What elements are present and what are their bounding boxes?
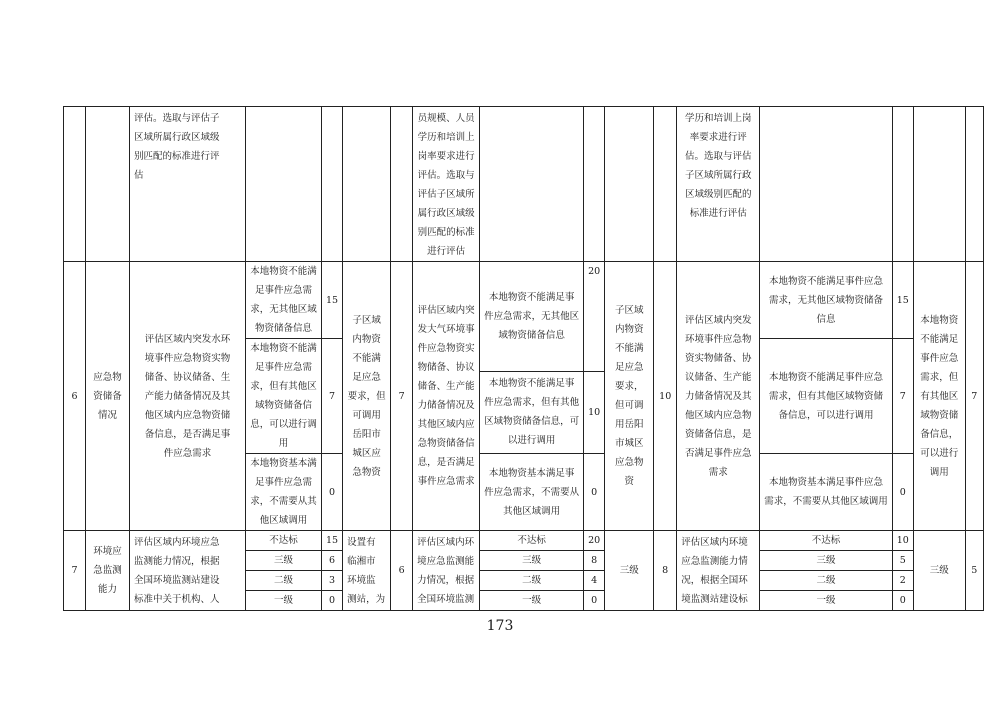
- option-score: 15: [322, 262, 343, 339]
- option-cell: 本地物资不能满足事件应急 需求，无其他区域物资储备 信息: [760, 262, 893, 339]
- cell-empty: [64, 107, 86, 262]
- level-cell: 三级: [480, 551, 584, 571]
- option-cell: 本地物资基本满足事 件应急需求，不需要从 其他区域调用: [480, 454, 584, 531]
- cell-empty: [605, 107, 654, 262]
- level-score: 8: [584, 551, 605, 571]
- result-score: 5: [965, 531, 983, 611]
- level-score: 0: [322, 591, 343, 611]
- indicator-name: 应急物 资储备 情况: [86, 262, 130, 531]
- method-desc-cell: 学历和培训上岗 率要求进行评 估。选取与评估 子区域所属行政 区域级别匹配的 标准进行评估: [677, 107, 760, 262]
- option-score: 0: [892, 454, 913, 531]
- option-score: 7: [322, 339, 343, 454]
- option-cell: 本地物资不能满足事 件应急需求，但有其他 区域物资储备信息，可 以进行调用: [480, 371, 584, 453]
- cell-empty: [913, 107, 965, 262]
- option-score: 20: [584, 262, 605, 372]
- option-cell: 本地物资基本满 足事件应急需 求，不需要从其 他区域调用: [246, 454, 322, 531]
- result-cell: 子区域 内物资 不能满 足应急 要求，但 可调用 岳阳市 城区应 急物资: [343, 262, 391, 531]
- option-score: 0: [584, 454, 605, 531]
- result-score: 10: [654, 262, 677, 531]
- method-desc-cell: 评估区域内突发 环境事件应急物 资实物储备、协 议储备、生产能 力储备情况及其 他区域内应急物 资储备信息，是 否满足事件应急 需求: [677, 262, 760, 531]
- level-cell: 一级: [480, 591, 584, 611]
- level-cell: 不达标: [246, 531, 322, 551]
- method-desc-cell: 评估。选取与评估子 区域所属行政区域级 别匹配的标准进行评 估: [130, 107, 246, 262]
- level-cell: 二级: [760, 571, 893, 591]
- indicator-name: 环境应 急监测 能力: [86, 531, 130, 611]
- cell-empty: [480, 107, 584, 262]
- cell-empty: [760, 107, 893, 262]
- level-cell: 一级: [246, 591, 322, 611]
- cell-empty: [322, 107, 343, 262]
- cell-empty: [584, 107, 605, 262]
- option-cell: 本地物资不能满 足事件应急需 求，无其他区域 物资储备信息: [246, 262, 322, 339]
- result-score: 8: [654, 531, 677, 611]
- level-score: 0: [892, 591, 913, 611]
- level-score: 3: [322, 571, 343, 591]
- method-desc-cell: 员规模、人员 学历和培训上 岗率要求进行 评估。选取与 评估子区域所 属行政区域级 别匹配的标准 进行评估: [413, 107, 480, 262]
- cell-empty: [892, 107, 913, 262]
- option-score: 10: [584, 371, 605, 453]
- option-cell: 本地物资基本满足事件应急 需求，不需要从其他区域调用: [760, 454, 893, 531]
- table-row: [64, 107, 984, 262]
- method-desc-cell: 评估区域内突 发大气环境事 件应急物资实 物储备、协议 储备、生产能 力储备情况及 其他区域内应 急物资储备信 息，是否满足 事件应急需求: [413, 262, 480, 531]
- level-cell: 不达标: [760, 531, 893, 551]
- cell-empty: [343, 107, 391, 262]
- option-score: 15: [892, 262, 913, 339]
- level-score: 6: [322, 551, 343, 571]
- cell-empty: [965, 107, 983, 262]
- level-cell: 二级: [246, 571, 322, 591]
- result-cell: 设置有 临湘市 环境监 测站，为: [343, 531, 391, 611]
- level-cell: 三级: [246, 551, 322, 571]
- level-score: 15: [322, 531, 343, 551]
- option-score: 0: [322, 454, 343, 531]
- result-cell: 本地物资 不能满足 事件应急 需求，但 有其他区 域物资储 备信息， 可以进行 调用: [913, 262, 965, 531]
- result-score: 7: [391, 262, 413, 531]
- level-score: 10: [892, 531, 913, 551]
- row-index: 6: [64, 262, 86, 531]
- method-desc-cell: 评估区域内环境应急 监测能力情况，根据 全国环境监测站建设 标准中关于机构、人: [130, 531, 246, 611]
- table-row: [64, 531, 984, 551]
- level-cell: 一级: [760, 591, 893, 611]
- result-cell: 三级: [605, 531, 654, 611]
- result-cell: 子区域 内物资 不能满 足应急 要求， 但可调 用岳阳 市城区 应急物 资: [605, 262, 654, 531]
- method-desc-cell: 评估区域内突发水环 境事件应急物资实物 储备、协议储备、生 产能力储备情况及其 他区域内应急物资储 备信息，是否满足事 件应急需求: [130, 262, 246, 531]
- result-cell: 三级: [913, 531, 965, 611]
- cell-empty: [391, 107, 413, 262]
- result-score: 7: [965, 262, 983, 531]
- level-score: 5: [892, 551, 913, 571]
- table-row: [64, 262, 984, 339]
- evaluation-table: [63, 106, 984, 611]
- level-score: 0: [584, 591, 605, 611]
- page-number: 173: [486, 618, 514, 634]
- option-cell: 本地物资不能满足事 件应急需求，无其他区 域物资储备信息: [480, 262, 584, 372]
- option-score: 7: [892, 339, 913, 454]
- cell-empty: [654, 107, 677, 262]
- level-cell: 二级: [480, 571, 584, 591]
- option-cell: 本地物资不能满足事件应急 需求，但有其他区域物资储 备信息，可以进行调用: [760, 339, 893, 454]
- level-cell: 三级: [760, 551, 893, 571]
- level-score: 4: [584, 571, 605, 591]
- row-index: 7: [64, 531, 86, 611]
- level-score: 2: [892, 571, 913, 591]
- level-score: 20: [584, 531, 605, 551]
- method-desc-cell: 评估区域内环境 应急监测能力情 况，根据全国环 境监测站建设标: [677, 531, 760, 611]
- option-cell: 本地物资不能满 足事件应急需 求，但有其他区 域物资储备信 息，可以进行调 用: [246, 339, 322, 454]
- cell-empty: [246, 107, 322, 262]
- method-desc-cell: 评估区域内环 境应急监测能 力情况，根据 全国环境监测: [413, 531, 480, 611]
- result-score: 6: [391, 531, 413, 611]
- cell-empty: [86, 107, 130, 262]
- level-cell: 不达标: [480, 531, 584, 551]
